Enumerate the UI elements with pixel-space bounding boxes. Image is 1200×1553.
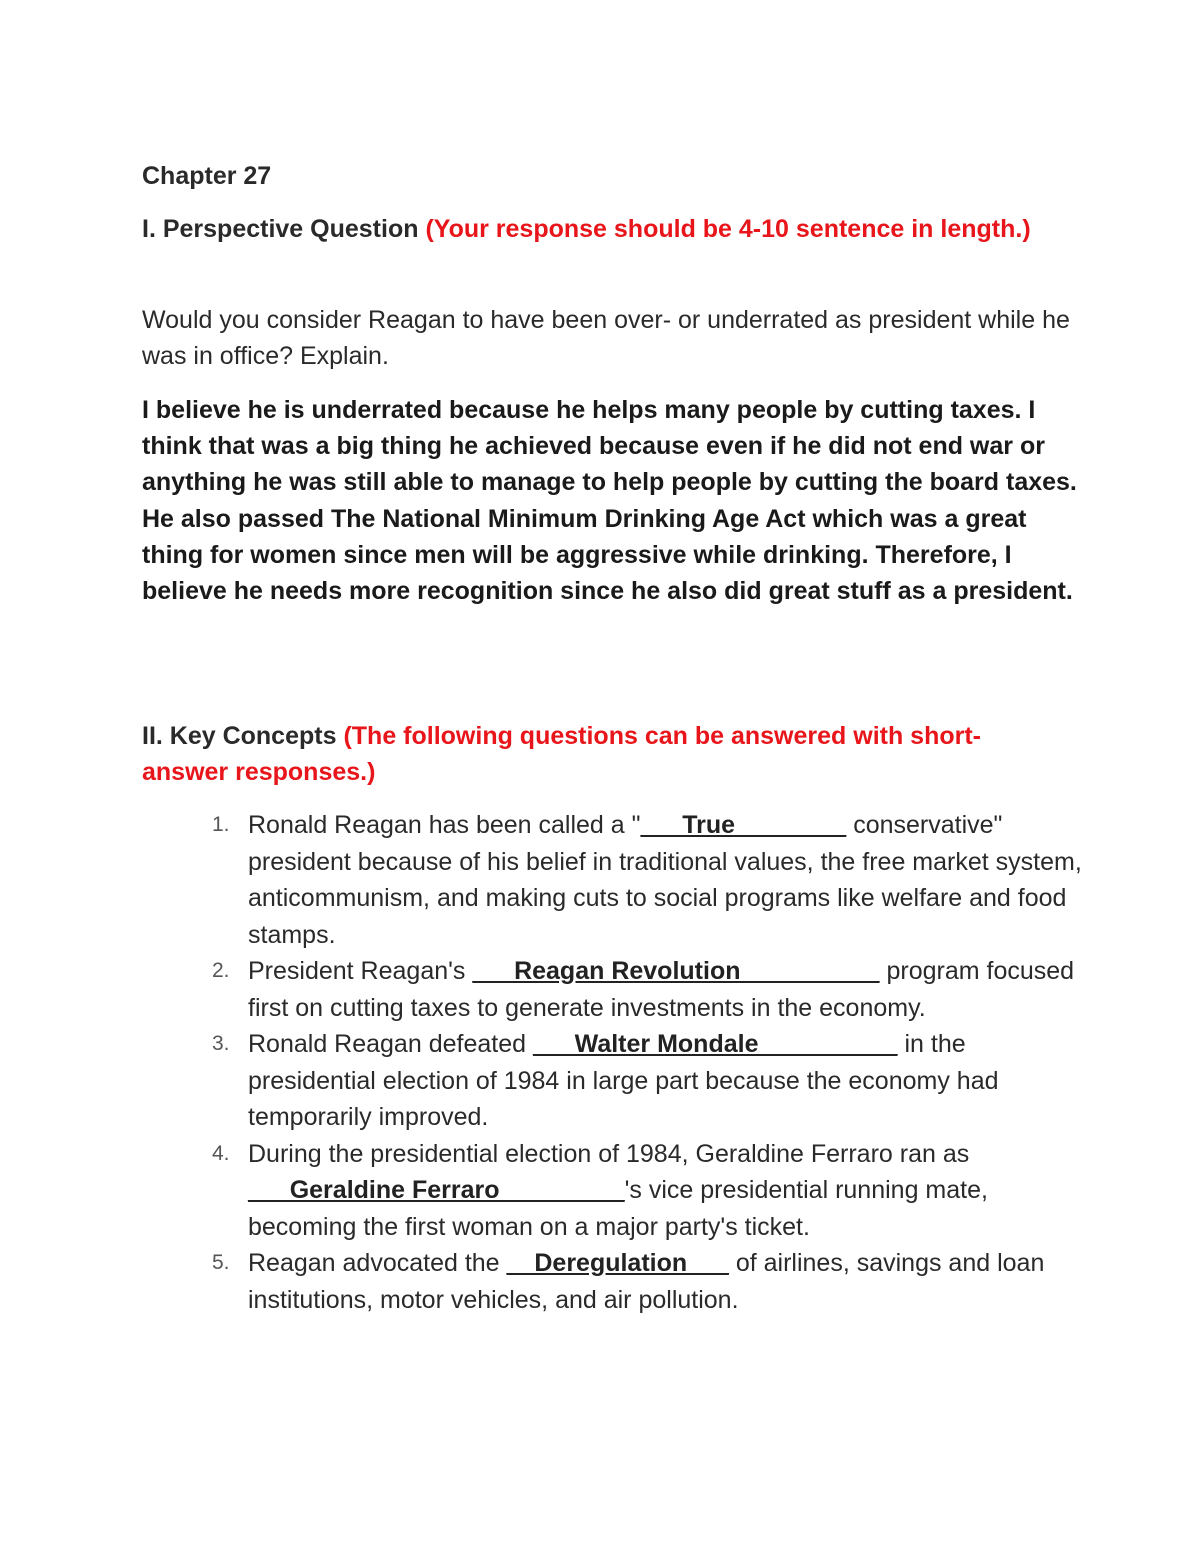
item-answer: ___Geraldine Ferraro_________ xyxy=(248,1176,625,1204)
item-text-before: Ronald Reagan has been called a " xyxy=(248,811,641,839)
item-text-after: of airlines, savings and loan institutions, motor vehicles, and air pollution. xyxy=(248,1249,1045,1314)
key-concepts-list xyxy=(142,807,1082,1318)
item-text-after: conservative" president because of his belief in traditional values, the free market system, anticommunism, and making cuts to social programs like welfare and food stamps. xyxy=(248,811,1082,949)
section-1-title: I. Perspective Question xyxy=(142,215,426,243)
item-text-before: During the presidential election of 1984, Geraldine Ferraro ran as xyxy=(248,1139,970,1168)
item-text-after: 's vice presidential running mate, becoming the first woman on a major party's ticket. xyxy=(248,1176,988,1241)
item-text-after: program focused first on cutting taxes to generate investments in the economy. xyxy=(248,957,1075,1022)
list-item xyxy=(142,1026,1082,1136)
item-text-before: Reagan advocated the xyxy=(248,1249,507,1277)
list-item xyxy=(142,1245,1082,1318)
item-text-before: President Reagan's xyxy=(248,957,473,985)
perspective-answer: I believe he is underrated because he helps many people by cutting taxes. I think that was a big thing he achieved because even if he did not end war or anything he was still able to manage to help people by cutting the board taxes. He also passed The National Minimum Drinking Age Act which was a great thing for women since men will be aggressive while drinking. Therefore, I believe he needs more recognition since he also did great stuff as a president. xyxy=(142,396,1077,606)
item-text-after: in the presidential election of 1984 in large part because the economy had temporarily improved. xyxy=(248,1030,999,1131)
item-answer: ___Reagan Revolution__________ xyxy=(472,957,880,985)
item-number: 5. xyxy=(212,1251,230,1274)
perspective-question: Would you consider Reagan to have been over- or underrated as president while he was in office? Explain. xyxy=(142,306,1070,370)
item-number: 1. xyxy=(212,813,230,836)
list-item xyxy=(142,807,1082,953)
item-number: 3. xyxy=(212,1032,230,1055)
list-item xyxy=(142,1136,1082,1246)
item-number: 2. xyxy=(212,959,230,982)
item-answer: __Deregulation___ xyxy=(506,1249,729,1277)
list-item xyxy=(142,953,1082,1026)
item-number: 4. xyxy=(212,1141,230,1165)
section-2-title: II. Key Concepts xyxy=(142,722,344,750)
section-2-heading xyxy=(142,718,1042,790)
section-1-heading xyxy=(142,211,1042,247)
chapter-title: Chapter 27 xyxy=(142,162,272,190)
section-1-hint: (Your response should be 4-10 sentence in length.) xyxy=(425,215,1031,243)
item-answer: ___True________ xyxy=(640,811,847,839)
item-answer: ___Walter Mondale__________ xyxy=(532,1030,898,1058)
item-text-before: Ronald Reagan defeated xyxy=(248,1030,533,1058)
section-2-hint: (The following questions can be answered with short-answer responses.) xyxy=(142,722,982,786)
